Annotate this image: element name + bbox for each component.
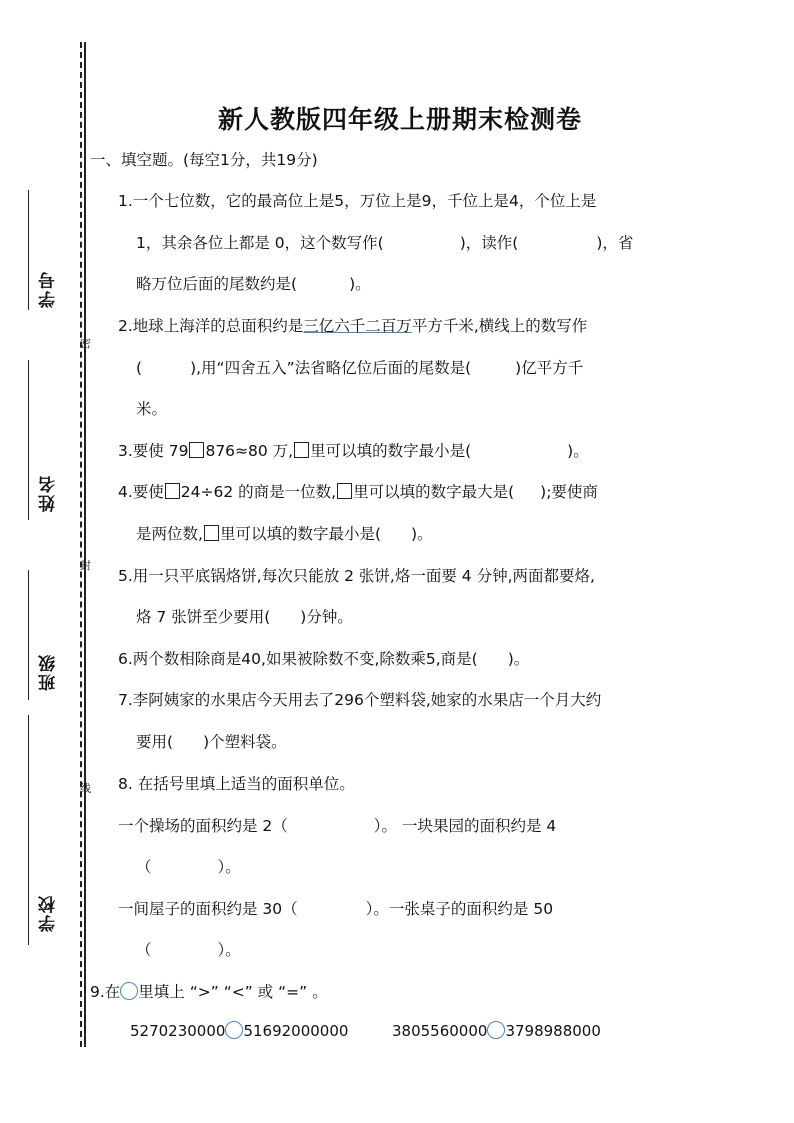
q1-line-3: 略万位后面的尾数约是( )。 <box>136 275 371 293</box>
q9-circle-2[interactable] <box>487 1021 505 1039</box>
q2-underlined-number: 三亿六千二百万 <box>303 317 412 335</box>
page-title: 新人教版四年级上册期末检测卷 <box>217 105 582 134</box>
q4-box[interactable] <box>165 483 180 499</box>
q8-line-b2: （ ）。 <box>136 941 241 959</box>
q8-line-a2: （ ）。 <box>136 858 241 876</box>
q6-line: 6.两个数相除商是40,如果被除数不变,除数乘5,商是( )。 <box>118 650 530 668</box>
q2-line-3: 米。 <box>136 400 168 418</box>
q4-box-ref <box>337 483 352 499</box>
binding-dashed-line <box>80 42 82 1047</box>
q9-circle-example <box>120 982 138 1000</box>
q9-heading: 9.在 里填上 “>” “<” 或 “=” 。 <box>90 983 328 1001</box>
q5-line-2: 烙 7 张饼至少要用( )分钟。 <box>136 608 353 626</box>
q9-circle-1[interactable] <box>225 1021 243 1039</box>
school-line[interactable] <box>28 715 29 945</box>
q8-line-b1: 一间屋子的面积约是 30（ ）。一张桌子的面积约是 50 <box>118 900 554 918</box>
q3-line: 3.要使 79 876≈80 万, 里可以填的数字最小是( )。 <box>118 442 589 460</box>
q3-box[interactable] <box>189 442 204 458</box>
student-id-line[interactable] <box>28 190 29 310</box>
q7-line-2: 要用( )个塑料袋。 <box>136 733 287 751</box>
name-label: 姓名 <box>39 474 59 512</box>
q3-box-ref <box>294 442 309 458</box>
q1-line-1: 1.一个七位数，它的最高位上是5，万位上是9，千位上是4，个位上是 <box>118 192 597 210</box>
q4-line-1: 4.要使 24÷62 的商是一位数, 里可以填的数字最大是( );要使商 <box>118 483 598 501</box>
q1-line-2: 1，其余各位上都是 0，这个数写作( )，读作( )，省 <box>136 234 634 252</box>
margin-mark-xian: 线 <box>80 782 91 795</box>
school-label: 学校 <box>39 894 59 932</box>
class-label: 班级 <box>39 653 59 691</box>
class-line[interactable] <box>28 570 29 700</box>
q2-line-1: 2.地球上海洋的总面积约是三亿六千二百万平方千米,横线上的数写作 <box>118 317 588 335</box>
q9-pair-1: 5270230000 51692000000 <box>130 1022 349 1040</box>
section-heading-fill-blanks: 一、填空题。(每空1分，共19分) <box>90 151 318 169</box>
q2-line-2: ( ),用“四舍五入”法省略亿位后面的尾数是( )亿平方千 <box>136 359 584 377</box>
q4-box-ref-2 <box>204 525 219 541</box>
q7-line-1: 7.李阿姨家的水果店今天用去了296个塑料袋,她家的水果店一个月大约 <box>118 691 602 709</box>
binding-solid-line <box>84 42 86 1047</box>
margin-mark-feng: 封 <box>80 559 91 572</box>
student-id-label: 学号 <box>39 270 59 308</box>
q8-line-a1: 一个操场的面积约是 2（ ）。 一块果园的面积约是 4 <box>118 817 557 835</box>
q4-line-2: 是两位数, 里可以填的数字最小是( )。 <box>136 525 433 543</box>
q5-line-1: 5.用一只平底锅烙饼,每次只能放 2 张饼,烙一面要 4 分钟,两面都要烙, <box>118 567 595 585</box>
margin-mark-mi: 密 <box>80 337 91 350</box>
q9-pair-2: 3805560000 3798988000 <box>392 1022 601 1040</box>
name-line[interactable] <box>28 360 29 520</box>
q8-heading: 8. 在括号里填上适当的面积单位。 <box>118 775 355 793</box>
